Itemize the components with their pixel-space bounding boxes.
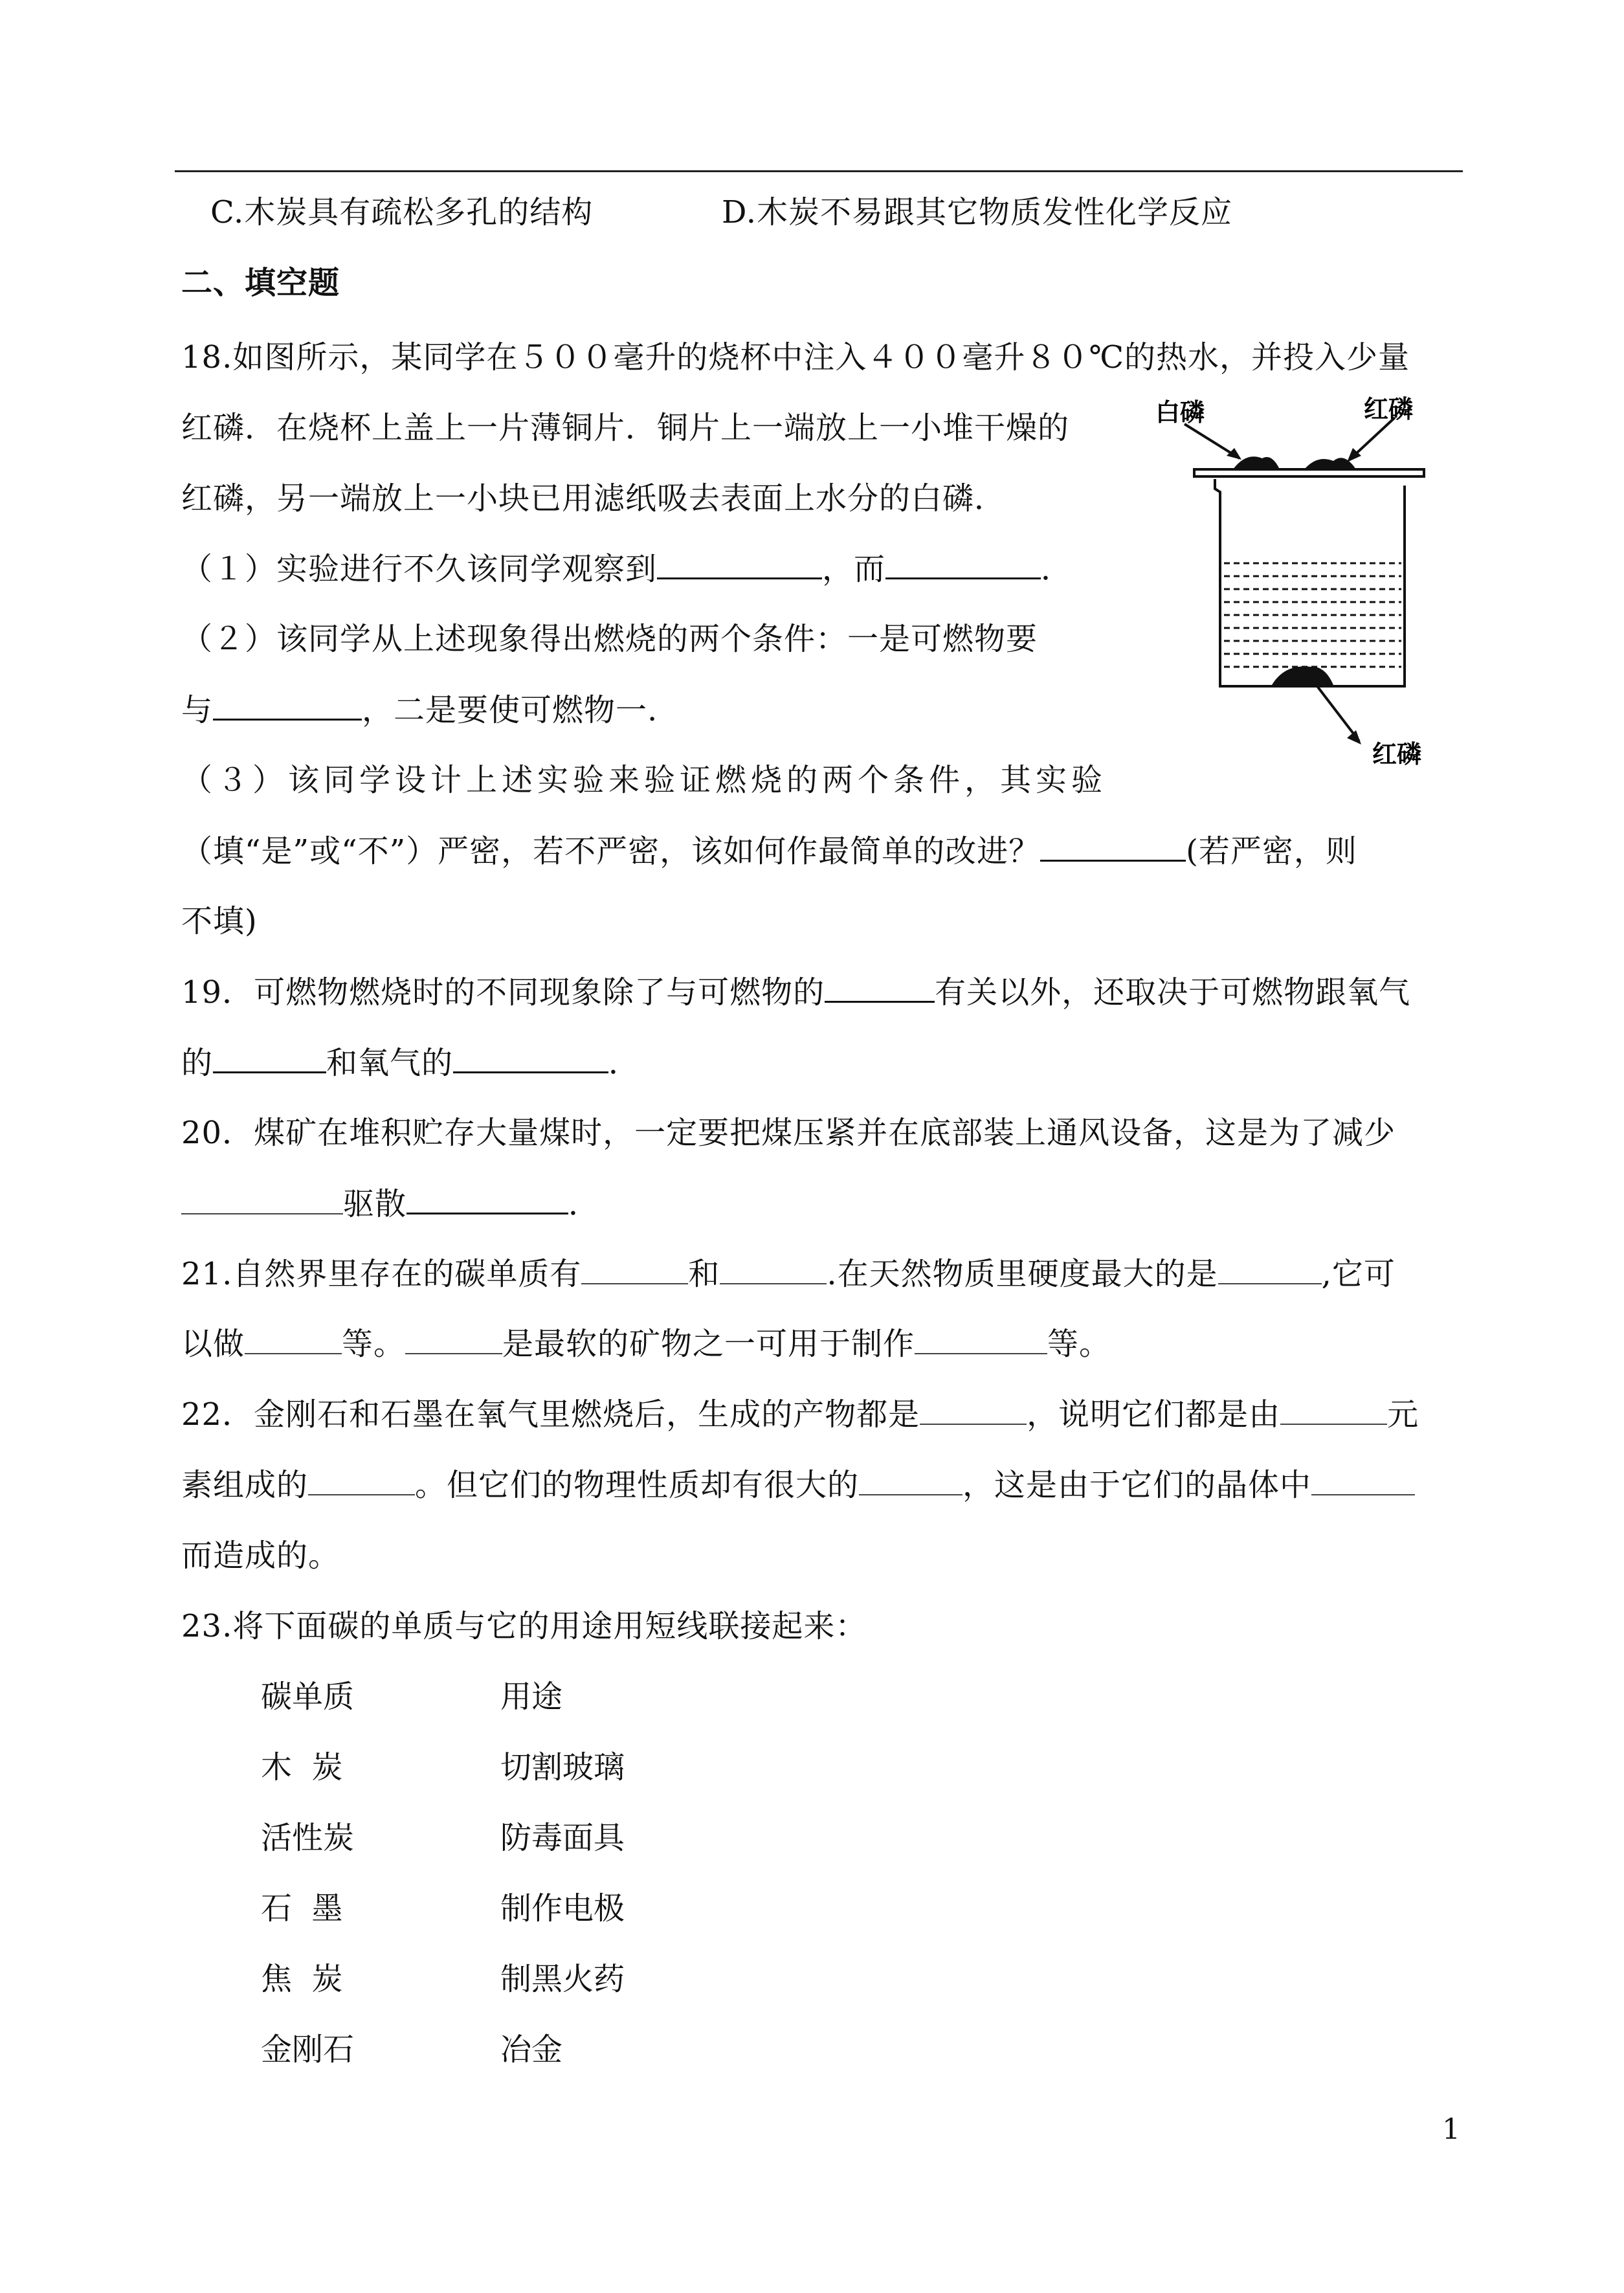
q21-line2 xyxy=(181,1325,1111,1363)
q21-blank-5[interactable] xyxy=(405,1325,502,1354)
q22-blank-3[interactable] xyxy=(308,1466,415,1495)
label-white-phosphorus: 白磷 xyxy=(1155,398,1205,427)
red-phosphorus-in-water xyxy=(1272,666,1333,685)
q18-part1-text-c: ． xyxy=(1041,551,1073,587)
q21-text-g: 是最软的矿物之一可用于制作 xyxy=(502,1326,915,1362)
q21-text-b: 和 xyxy=(688,1256,720,1292)
q21-text-h: 等。 xyxy=(1047,1326,1111,1362)
q23-use-item[interactable]: 切割玻璃 xyxy=(500,1749,625,1785)
q20-line2 xyxy=(181,1184,600,1224)
q20-blank-2[interactable] xyxy=(406,1184,568,1214)
q19-text-b: 有关以外，还取决于可燃物跟氧气 xyxy=(935,974,1411,1011)
q19-line1 xyxy=(181,972,1410,1012)
q22-text-c: 元 xyxy=(1387,1396,1419,1433)
q22-line2 xyxy=(181,1466,1415,1504)
q18-part3-line2 xyxy=(181,831,1357,871)
q18-part1-text-a: （１）实验进行不久该同学观察到 xyxy=(181,551,658,587)
q21-blank-3[interactable] xyxy=(1218,1255,1322,1284)
q19-text-a: 19．可燃物燃烧时的不同现象除了与可燃物的 xyxy=(181,974,825,1011)
q19-text-c: 的 xyxy=(181,1045,214,1081)
q22-line1 xyxy=(181,1395,1419,1434)
q21-text-e: 以做 xyxy=(181,1326,245,1362)
q21-blank-4[interactable] xyxy=(245,1325,342,1354)
q22-text-e: 。但它们的物理性质却有很大的 xyxy=(415,1467,860,1503)
q21-text-d: ,它可 xyxy=(1321,1256,1396,1292)
q23-substance-item[interactable]: 石 墨 xyxy=(261,1890,343,1927)
copper-plate xyxy=(1194,469,1424,476)
q23-use-item[interactable]: 冶金 xyxy=(500,2031,563,2068)
q18-part3-line1: （３）该同学设计上述实验来验证燃烧的两个条件，其实验 xyxy=(181,762,1107,798)
q19-blank-1[interactable] xyxy=(825,972,935,1003)
q18-blank-3[interactable] xyxy=(213,690,362,721)
label-red-phosphorus-bottom: 红磷 xyxy=(1372,740,1422,768)
q18-part1-text-b: ，而 xyxy=(822,551,886,587)
beaker-figure xyxy=(1155,388,1466,777)
water-lines xyxy=(1224,563,1401,667)
q18-line3: 红磷，另一端放上一小块已用滤纸吸去表面上水分的白磷． xyxy=(181,480,1007,517)
q21-blank-6[interactable] xyxy=(915,1325,1047,1354)
q22-blank-4[interactable] xyxy=(859,1466,962,1495)
q18-part1 xyxy=(181,549,1073,588)
label-red-phosphorus-top: 红磷 xyxy=(1364,395,1414,423)
q18-part2-text-b: 与 xyxy=(181,692,214,728)
q21-text-f: 等。 xyxy=(342,1326,406,1362)
q20-blank-1[interactable] xyxy=(181,1185,343,1214)
q18-part3-text-c: (若严密，则 xyxy=(1186,833,1357,869)
q22-line3: 而造成的。 xyxy=(181,1538,340,1574)
q22-text-a: 22．金刚石和石墨在氧气里燃烧后，生成的产物都是 xyxy=(181,1396,920,1433)
q18-part2-text-c: ，二是要使可燃物一. xyxy=(362,692,658,728)
q21-blank-2[interactable] xyxy=(720,1255,827,1284)
q18-line1: 18.如图所示，某同学在５００毫升的烧杯中注入４００毫升８０℃的热水，并投入少量 xyxy=(181,339,1410,375)
q18-line2: 红磷．在烧杯上盖上一片薄铜片．铜片上一端放上一小堆干燥的 xyxy=(181,410,1070,446)
q23-use-item[interactable]: 制作电极 xyxy=(500,1890,625,1927)
q22-text-b: ，说明它们都是由 xyxy=(1027,1396,1281,1433)
q21-text-a: 21.自然界里存在的碳单质有 xyxy=(181,1256,582,1292)
q22-blank-5[interactable] xyxy=(1311,1466,1415,1495)
page-number: 1 xyxy=(1442,2113,1460,2146)
q18-part3-text-b: （填“是”或“不”）严密，若不严密，该如何作最简单的改进？ xyxy=(181,833,1041,869)
section-title: 二、填空题 xyxy=(181,265,340,301)
q23-use-item[interactable]: 防毒面具 xyxy=(500,1820,625,1856)
q23-substance-item[interactable]: 木 炭 xyxy=(261,1749,343,1785)
q18-part2-line2 xyxy=(181,690,658,730)
q18-part2-line1: （２）该同学从上述现象得出燃烧的两个条件：一是可燃物要 xyxy=(181,621,1038,657)
q17-option-c: C.木炭具有疏松多孔的结构 xyxy=(210,194,594,230)
q17-option-d: D.木炭不易跟其它物质发性化学反应 xyxy=(722,194,1233,230)
q18-blank-1[interactable] xyxy=(657,549,822,579)
q20-text-b: 驱散 xyxy=(343,1186,407,1222)
q23-substance-item[interactable]: 焦 炭 xyxy=(261,1961,343,1997)
q22-blank-1[interactable] xyxy=(920,1395,1027,1425)
q21-line1 xyxy=(181,1255,1396,1293)
q22-blank-2[interactable] xyxy=(1280,1395,1387,1425)
q20-text-c: ． xyxy=(568,1186,601,1222)
q23-header-use: 用途 xyxy=(500,1679,563,1715)
arrowhead-white-phosphorus xyxy=(1227,448,1241,460)
q20-line1: 20．煤矿在堆积贮存大量煤时，一定要把煤压紧并在底部装上通风设备，这是为了减少 xyxy=(181,1115,1396,1151)
q18-blank-2[interactable] xyxy=(885,549,1041,579)
q23-substance-item[interactable]: 活性炭 xyxy=(261,1820,355,1856)
arrowhead-red-phosphorus-bottom xyxy=(1347,730,1361,744)
q19-blank-3[interactable] xyxy=(453,1043,608,1073)
q23-header-substance: 碳单质 xyxy=(261,1679,355,1715)
q19-text-e: ． xyxy=(608,1045,641,1081)
q21-blank-1[interactable] xyxy=(581,1255,688,1284)
q22-text-f: ，这是由于它们的晶体中 xyxy=(962,1467,1312,1503)
q23-use-item[interactable]: 制黑火药 xyxy=(500,1961,625,1997)
q23-prompt: 23.将下面碳的单质与它的用途用短线联接起来： xyxy=(181,1608,867,1644)
q19-text-d: 和氧气的 xyxy=(326,1045,454,1081)
q19-blank-2[interactable] xyxy=(213,1043,326,1073)
q23-substance-item[interactable]: 金刚石 xyxy=(261,2031,355,2068)
q22-text-d: 素组成的 xyxy=(181,1467,309,1503)
q18-blank-4[interactable] xyxy=(1040,831,1186,862)
q19-line2 xyxy=(181,1043,640,1082)
header-rule xyxy=(175,170,1463,172)
q18-part3-line3: 不填) xyxy=(181,903,258,939)
q21-text-c: .在天然物质里硬度最大的是 xyxy=(827,1256,1218,1292)
beaker-outline xyxy=(1215,479,1405,686)
